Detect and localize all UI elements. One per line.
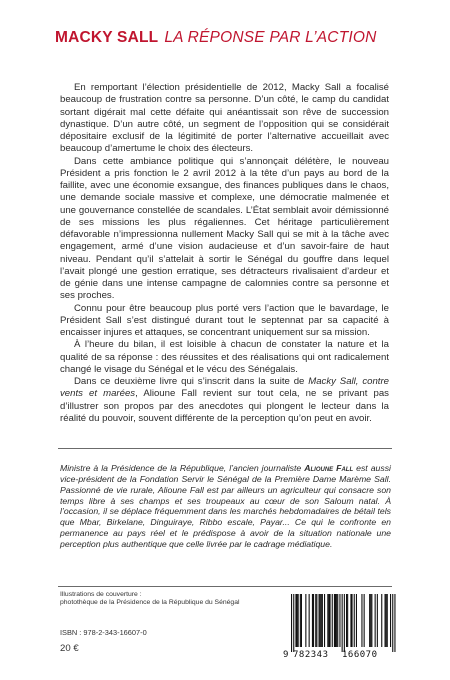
blurb-paragraph: En remportant l’élection présidentielle de 2012, Macky Sall a focalisé beaucoup de frustration contre sa personne. D’un côté, le camp du candidat sortant digérait mal cette défaite qui anéantissait son rêve de succession dynastique. D’un autre côté, un segment de l’opposition qui se considérait dépositaire exclusif de la légitimité de porter l’alternative accueillait avec beaucoup d’amertume le choix des électeurs. (60, 82, 389, 155)
barcode-left-digits: 782343 (293, 650, 329, 660)
bio-author-name: Alioune Fall (304, 463, 354, 473)
barcode-bar (385, 594, 386, 647)
isbn-text: ISBN : 978-2-343-16607-0 (60, 628, 147, 637)
barcode-bar (387, 594, 388, 647)
barcode-bar (361, 594, 362, 647)
barcode-guard-bar (392, 594, 393, 652)
barcode-guard-bar (291, 594, 292, 652)
barcode-bar (335, 594, 336, 647)
barcode-bar (352, 594, 353, 647)
blurb-paragraph: Connu pour être beaucoup plus porté vers l’action que le bavardage, le Président Sall s’est distingué durant tout le septennat par sa capacité à encaisser injures et attaques, se concentrant uniquement sur sa mission. (60, 302, 389, 338)
barcode-bar (386, 594, 387, 647)
barcode-bar (381, 594, 382, 647)
referenced-book-title: Macky Sall, contre vents et marées (60, 376, 389, 400)
barcode-bar (332, 594, 333, 647)
barcode-bar (350, 594, 351, 647)
barcode-bar (354, 594, 355, 647)
barcode-bar (375, 594, 376, 647)
barcode-bar (370, 594, 371, 647)
author-bio (60, 463, 391, 550)
barcode-bar (298, 594, 299, 647)
barcode-bar (371, 594, 372, 647)
divider-top (58, 448, 392, 449)
barcode-guard-bar (342, 594, 343, 652)
barcode-bar (313, 594, 314, 647)
divider-bottom (58, 586, 392, 587)
credits-line: photothèque de la Présidence de la République du Sénégal (60, 599, 240, 607)
barcode-bar (346, 594, 347, 647)
barcode-bar (377, 594, 378, 647)
barcode-bar (330, 594, 331, 647)
barcode-bar (300, 594, 301, 647)
barcode-bar (356, 594, 357, 647)
bio-segment: Ministre à la Présidence de la République, l’ancien journaliste (60, 463, 305, 473)
barcode-bar (319, 594, 320, 647)
blurb-paragraph: À l’heure du bilan, il est loisible à chacun de constater la nature et la qualité de sa réponse : des réussites et des réalisations qui ont radicalement changé le visage du Sénégal et le vécu des Sénégalais. (60, 339, 389, 375)
barcode-bar (339, 594, 340, 647)
barcode-bar (324, 594, 325, 647)
barcode-bar (347, 594, 348, 647)
barcode-lead-digit: 9 (283, 650, 289, 660)
barcode-bar (337, 594, 338, 647)
barcode-bar (315, 594, 316, 647)
cover-credits (60, 591, 260, 607)
barcode-bar (320, 594, 321, 647)
cover-title (55, 29, 377, 47)
price-text: 20 € (60, 643, 79, 654)
book-subtitle: LA RÉPONSE PAR L’ACTION (164, 29, 377, 46)
credits-line: Illustrations de couverture : (60, 591, 142, 598)
barcode-bar (328, 594, 329, 647)
author-name: MACKY SALL (55, 29, 159, 46)
barcode-guard-bar (344, 594, 345, 652)
barcode-bar (322, 594, 323, 647)
barcode-bar (316, 594, 317, 647)
barcode-bar (336, 594, 337, 647)
barcode-bar (390, 594, 391, 647)
barcode-guard-bar (394, 594, 395, 652)
blurb-paragraph-last (60, 376, 389, 425)
barcode-bar (321, 594, 322, 647)
barcode-bar (369, 594, 370, 647)
barcode-right-digits: 166070 (342, 650, 378, 660)
barcode-bars (283, 592, 398, 652)
barcode-bar (297, 594, 298, 647)
blurb-text-segment: Dans ce deuxième livre qui s’inscrit dans la suite de (74, 376, 309, 387)
barcode-bar (305, 594, 306, 647)
blurb-paragraph: Dans cette ambiance politique qui s’annonçait délétère, le nouveau Président a pris fonction le 2 avril 2012 à la tête d’un pays au bord de la faillite, avec une économie exsangue, des finances publiques dans le chaos, une demande sociale massive et complexe, une démocratie malmenée et une gouvernance constellée de scandales. L’État semblait avoir démissionné de ses missions les plus régaliennes. Cet héritage particulièrement défavorable n’impressionna nullement Macky Sall qui se mit à la tâche avec engagement, armé d’une vision audacieuse et d’un savoir-faire de haut niveau. Pendant qu’il s’attelait à sortir le Sénégal du gouffre dans lequel l’avait plongé une gestion erratique, ses détracteurs rivalisaient d’ardeur et de génie dans une intense campagne de calomnies contre sa personne et ses proches. (60, 155, 389, 302)
barcode-guard-bar (293, 594, 294, 652)
bio-segment: est aussi vice-président de la Fondation Servir le Sénégal de la Première Dame Marème Sall. Passionné de vie rurale, Alioune Fall est par ailleurs un agriculteur qui consacre son temps libre à ses champs et ses troupeaux au cœur de son Saloum natal. À l’occasion, il se déplace fréquemment dans les marchés hebdomadaires de bétail tels que Mbar, Birkelane, Dinguiraye, Ribbo escale, Payar... Ce qui le confronte en permanence au pays réel et le prédispose à avoir de la situation nationale une perception plus authentique que celle livrée par le cadrage médiatique. (60, 463, 391, 549)
barcode-bar (312, 594, 313, 647)
blurb-text-segment: , Alioune Fall revient sur tout cela, ne se privant pas d’illustrer son propos par des anecdotes qui plongent le lecteur dans la réalité du pouvoir, souvent différente de la perception qu’on peut en avoir. (60, 388, 389, 424)
barcode-bar (295, 594, 296, 647)
barcode-bar (309, 594, 310, 647)
barcode-bar (334, 594, 335, 647)
barcode-bar (327, 594, 328, 647)
barcode (283, 592, 398, 664)
barcode-bar (301, 594, 302, 647)
blurb-text (60, 82, 389, 425)
barcode-bar (364, 594, 365, 647)
